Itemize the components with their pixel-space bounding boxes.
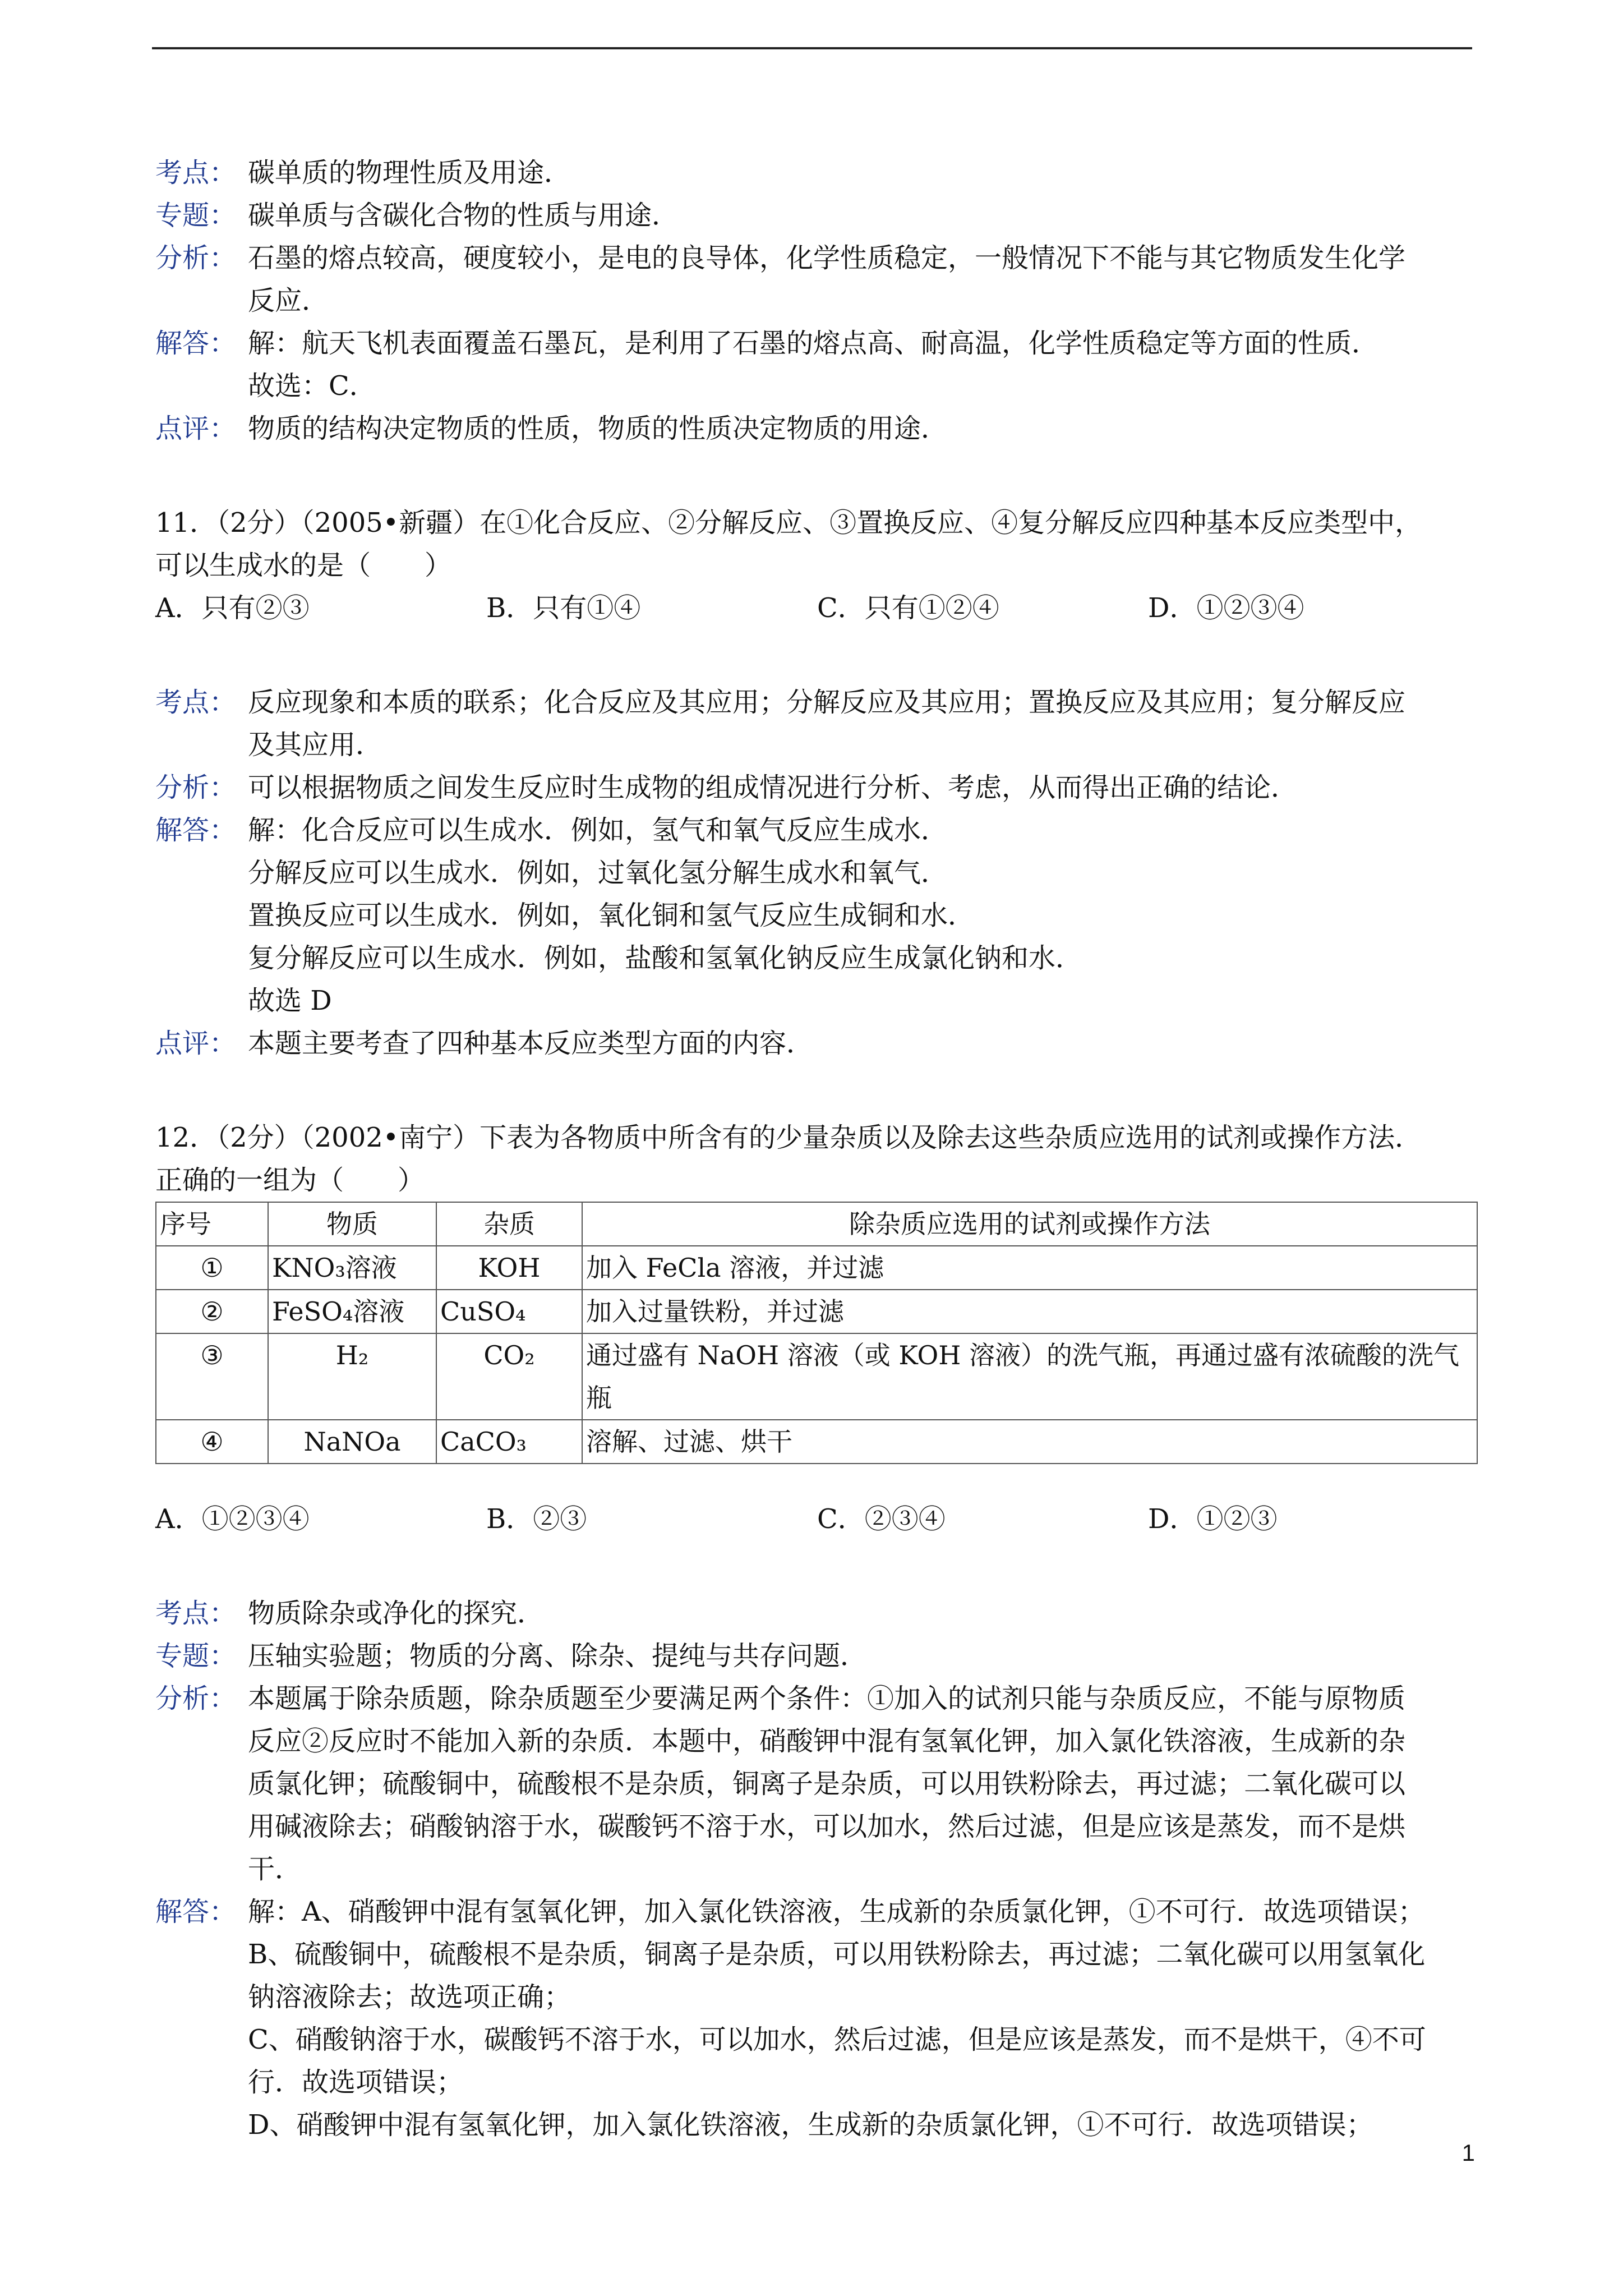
header-impurity: 杂质 (436, 1202, 582, 1246)
fenxi-label: 分析： (155, 772, 237, 803)
fenxi-label: 分析： (155, 242, 237, 274)
option-d: D．①②③④ (1148, 592, 1304, 624)
cell-method: 加入 FeCla 溶液，并过滤 (582, 1246, 1477, 1290)
fenxi-line: 干． (248, 1853, 302, 1885)
question-11-stem (155, 501, 1479, 587)
jieda-label: 解答： (155, 1896, 237, 1927)
q11-kaodian (155, 681, 1479, 766)
question-line: 12．（2分）（2002•南宁）下表为各物质中所含有的少量杂质以及除去这些杂质应选用的试剂或操作方法． (155, 1122, 1422, 1153)
cell-no: ④ (156, 1420, 268, 1464)
jieda-label: 解答： (155, 815, 237, 846)
header-no: 序号 (156, 1202, 268, 1246)
dianping-label: 点评： (155, 413, 237, 444)
header-method: 除杂质应选用的试剂或操作方法 (582, 1202, 1477, 1246)
jieda-line: 分解反应可以生成水．例如，过氧化氢分解生成水和氧气． (248, 857, 948, 889)
table-row (156, 1290, 1477, 1333)
option-b: B．②③ (486, 1503, 587, 1535)
cell-no: ② (156, 1290, 268, 1333)
fenxi-line: 质氯化钾；硫酸铜中，硫酸根不是杂质，铜离子是杂质，可以用铁粉除去，再过滤；二氧化碳可以 (248, 1768, 1406, 1800)
prev-dianping (155, 407, 1479, 450)
fenxi-line: 反应． (248, 285, 329, 316)
jieda-line: B、硫酸铜中，硫酸根不是杂质，铜离子是杂质，可以用铁粉除去，再过滤；二氧化碳可以用氢氧化 (248, 1939, 1426, 1970)
page-number: 1 (1461, 2139, 1475, 2166)
jieda-line: 行．故选项错误； (248, 2067, 464, 2098)
kaodian-line: 反应现象和本质的联系；化合反应及其应用；分解反应及其应用；置换反应及其应用；复分解反应 (248, 687, 1406, 718)
jieda-label: 解答： (155, 328, 237, 359)
q11-dianping (155, 1022, 1479, 1065)
jieda-line: C、硝酸钠溶于水，碳酸钙不溶于水，可以加水，然后过滤，但是应该是蒸发，而不是烘干，④不可 (248, 2024, 1426, 2055)
cell-impurity: CaCO₃ (436, 1420, 582, 1464)
kaodian-text: 碳单质的物理性质及用途． (248, 157, 571, 188)
header-rule (152, 47, 1472, 49)
option-c: C．只有①②④ (817, 592, 999, 624)
header-substance: 物质 (268, 1202, 436, 1246)
cell-no: ① (156, 1246, 268, 1290)
cell-method: 溶解、过滤、烘干 (582, 1420, 1477, 1464)
option-a: A．①②③④ (155, 1503, 310, 1535)
q11-fenxi (155, 766, 1479, 809)
jieda-line: 解：化合反应可以生成水．例如，氢气和氧气反应生成水． (248, 815, 948, 846)
question-12-stem (155, 1116, 1479, 1202)
cell-method: 通过盛有 NaOH 溶液（或 KOH 溶液）的洗气瓶，再通过盛有浓硫酸的洗气瓶 (582, 1333, 1477, 1420)
jieda-line: 钠溶液除去；故选项正确； (248, 1981, 571, 2013)
jieda-line: 置换反应可以生成水．例如，氧化铜和氢气反应生成铜和水． (248, 900, 975, 931)
fenxi-line: 石墨的熔点较高，硬度较小，是电的良导体，化学性质稳定，一般情况下不能与其它物质发生化学 (248, 242, 1406, 274)
cell-method: 加入过量铁粉，并过滤 (582, 1290, 1477, 1333)
table-row (156, 1420, 1477, 1464)
q11-jieda (155, 809, 1479, 1022)
cell-impurity: KOH (436, 1246, 582, 1290)
jieda-line: D、硝酸钾中混有氢氧化钾，加入氯化铁溶液，生成新的杂质氯化钾，①不可行．故选项错误； (248, 2109, 1373, 2141)
option-d: D．①②③ (1148, 1503, 1278, 1535)
zhuanti-label: 专题： (155, 200, 237, 231)
cell-substance: KNO₃溶液 (268, 1246, 436, 1290)
kaodian-label: 考点： (155, 1598, 237, 1629)
cell-impurity: CuSO₄ (436, 1290, 582, 1333)
jieda-line: 故选 D (248, 985, 332, 1016)
impurity-table (155, 1202, 1478, 1464)
fenxi-line: 本题属于除杂质题，除杂质题至少要满足两个条件：①加入的试剂只能与杂质反应，不能与原物质 (248, 1683, 1406, 1714)
kaodian-label: 考点： (155, 157, 237, 188)
prev-jieda (155, 322, 1479, 407)
prev-kaodian (155, 151, 1479, 194)
cell-substance: FeSO₄溶液 (268, 1290, 436, 1333)
dianping-text: 本题主要考查了四种基本反应类型方面的内容． (248, 1028, 814, 1059)
question-line: 可以生成水的是（ ） (155, 550, 452, 581)
kaodian-line: 及其应用． (248, 729, 383, 761)
dianping-label: 点评： (155, 1028, 237, 1059)
prev-zhuanti (155, 194, 1479, 237)
cell-impurity: CO₂ (436, 1333, 582, 1420)
cell-substance: NaNOa (268, 1420, 436, 1464)
cell-no: ③ (156, 1333, 268, 1420)
q12-fenxi (155, 1677, 1479, 1890)
table-row (156, 1333, 1477, 1420)
option-c: C．②③④ (817, 1503, 946, 1535)
option-a: A．只有②③ (155, 592, 310, 624)
cell-substance: H₂ (268, 1333, 436, 1420)
jieda-line: 复分解反应可以生成水．例如，盐酸和氢氧化钠反应生成氯化钠和水． (248, 942, 1083, 974)
jieda-line: 故选：C． (248, 370, 376, 402)
jieda-line: 解：A、硝酸钾中混有氢氧化钾，加入氯化铁溶液，生成新的杂质氯化钾，①不可行．故选项错误； (248, 1896, 1425, 1927)
q12-jieda (155, 1890, 1479, 2146)
prev-fenxi (155, 237, 1479, 322)
page-content (155, 151, 1479, 2146)
option-b: B．只有①④ (486, 592, 641, 624)
fenxi-text: 可以根据物质之间发生反应时生成物的组成情况进行分析、考虑，从而得出正确的结论． (248, 772, 1298, 803)
fenxi-label: 分析： (155, 1683, 237, 1714)
kaodian-label: 考点： (155, 687, 237, 718)
zhuanti-label: 专题： (155, 1640, 237, 1672)
fenxi-line: 用碱液除去；硝酸钠溶于水，碳酸钙不溶于水，可以加水，然后过滤，但是应该是蒸发，而不是烘 (248, 1811, 1406, 1842)
question-line: 正确的一组为（ ） (155, 1165, 425, 1196)
table-header-row (156, 1202, 1477, 1246)
dianping-text: 物质的结构决定物质的性质，物质的性质决定物质的用途． (248, 413, 948, 444)
zhuanti-text: 碳单质与含碳化合物的性质与用途． (248, 200, 679, 231)
question-line: 11．（2分）（2005•新疆）在①化合反应、②分解反应、③置换反应、④复分解反应四种基本反应类型中， (155, 507, 1422, 539)
question-12-options (155, 1498, 1479, 1540)
table-row (156, 1246, 1477, 1290)
fenxi-line: 反应②反应时不能加入新的杂质．本题中，硝酸钾中混有氢氧化钾，加入氯化铁溶液，生成新的杂 (248, 1726, 1406, 1757)
question-11-options (155, 587, 1479, 629)
zhuanti-text: 压轴实验题；物质的分离、除杂、提纯与共存问题． (248, 1640, 868, 1672)
q12-zhuanti (155, 1635, 1479, 1677)
jieda-line: 解：航天飞机表面覆盖石墨瓦，是利用了石墨的熔点高、耐高温，化学性质稳定等方面的性质． (248, 328, 1379, 359)
kaodian-text: 物质除杂或净化的探究． (248, 1598, 545, 1629)
q12-kaodian (155, 1592, 1479, 1635)
